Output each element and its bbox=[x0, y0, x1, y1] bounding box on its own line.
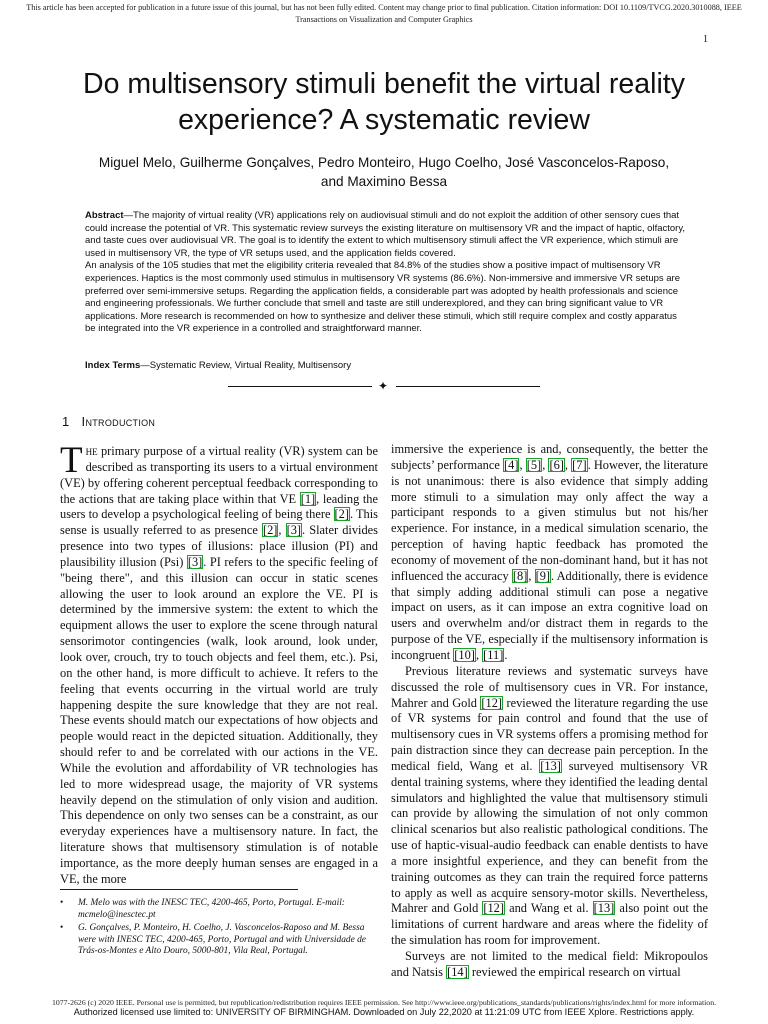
divider-rule-right bbox=[396, 386, 540, 387]
footnote-item: • G. Gonçalves, P. Monteiro, H. Coelho, J. Vasconcelos-Raposo and M. Bessa were with INESC TEC, 4200-465, Porto, Portugal and with Universidade de Trás-os-Montes e Alto Douro, 5000-801, Vila Real, Portugal. bbox=[60, 923, 378, 958]
author-list bbox=[60, 154, 708, 191]
abstract-paragraph-2: An analysis of the 105 studies that met the eligibility criteria revealed that 84.8% of the studies show a positive impact of multisensory VR experiences. Haptics is the most commonly used stimulus in multisensory VR systems (86.6%). Non-immersive and immersive VR setups are preferred over semi-immersive setups. Regarding the application fields, a considerable part was adopted by health professionals and science and engineering professionals. We further conclude that smell and taste are still underexplored, and they can bring significant value to VR applications. More research is recommended on how to synthesize and deliver these stimuli, which still require complex and costly apparatus be integrated into the VR experience in a controlled and straightforward manner. bbox=[85, 260, 681, 335]
citation-link[interactable]: [11] bbox=[483, 647, 504, 662]
body-text: . This sense is usually referred to as presence bbox=[60, 507, 378, 538]
citation-link[interactable]: [12] bbox=[483, 901, 505, 916]
citation-link[interactable]: [3] bbox=[187, 554, 203, 569]
index-terms bbox=[85, 360, 685, 372]
body-text: . bbox=[504, 647, 508, 662]
body-text: . Slater divides presence into two types of illusions: place illusion (PI) and plausibility illusion (Psi) bbox=[60, 523, 378, 569]
section-title: Introduction bbox=[81, 414, 156, 429]
citation-link[interactable]: [3] bbox=[286, 523, 302, 538]
authors-line-2: and Maximino Bessa bbox=[320, 173, 448, 189]
body-text: , bbox=[542, 457, 549, 472]
body-text: reviewed the literature regarding the use of VR systems for pain control and found that the use of multisensory cues in VR systems offers a promising method for pain distraction since they can decrease pain perception. In the medical field, Wang et al. bbox=[391, 695, 708, 773]
journal-notice bbox=[0, 2, 768, 25]
index-terms-label: Index Terms bbox=[85, 360, 141, 371]
citation-link[interactable]: [8] bbox=[512, 568, 528, 583]
body-text: also point out the limitations of current hardware and areas where the fidelity of the simulation has room for improvement. bbox=[391, 901, 708, 948]
footnote-item: • M. Melo was with the INESC TEC, 4200-465, Porto, Portugal. E-mail: mcmelo@inesctec.pt bbox=[60, 898, 378, 921]
citation-link[interactable]: [5] bbox=[526, 457, 542, 472]
body-text: Surveys are not limited to the medical field: Mikropoulos and Natsis bbox=[391, 949, 708, 979]
dropcap: T bbox=[60, 440, 83, 481]
citation-link[interactable]: [6] bbox=[549, 457, 564, 472]
section-heading bbox=[62, 414, 155, 430]
body-text: and Wang et al. bbox=[505, 901, 593, 916]
abstract bbox=[85, 210, 685, 336]
footnote-rule bbox=[60, 889, 298, 890]
citation-link[interactable]: [12] bbox=[481, 695, 503, 710]
author-affiliation-footnotes bbox=[60, 898, 378, 960]
citation-link[interactable]: [7] bbox=[572, 457, 587, 472]
citation-link[interactable]: [2] bbox=[262, 523, 278, 538]
citation-link[interactable]: [13] bbox=[593, 901, 615, 916]
section-divider bbox=[228, 379, 540, 393]
citation-link[interactable]: [1] bbox=[300, 491, 316, 506]
authors-line-1: Miguel Melo, Guilherme Gonçalves, Pedro Monteiro, Hugo Coelho, José Vasconcelos-Raposo, bbox=[98, 155, 670, 170]
citation-link[interactable]: [9] bbox=[535, 568, 551, 583]
body-text: , leading the users to develop a psychological feeling of being there bbox=[60, 491, 378, 522]
body-text: surveyed multisensory VR dental training systems, where they identified the leading dental simulators and highlighted the value that multisensory stimuli can provide by allowing the simulation of not only common clinical scenarios but also realistic pathological conditions. The use of haptic-visual-audio feedback can enable dentists to have a more insightful experience, and they can benefit from the training outcomes as they can train the required force patterns to apply as well as acquire sensory-motor skills. Nevertheless, Mahrer and Gold bbox=[391, 758, 709, 916]
body-text: , bbox=[475, 647, 483, 662]
citation-link[interactable]: [14] bbox=[447, 964, 468, 979]
journal-notice-line2: Transactions on Visualization and Computer Graphics bbox=[295, 14, 473, 24]
citation-link[interactable]: [10] bbox=[454, 647, 475, 662]
body-text: Previous literature reviews and systematic surveys have discussed the role of multisensory cues in VR. For instance, Mahrer and Gold bbox=[391, 663, 708, 710]
paper-title bbox=[40, 66, 728, 138]
citation-link[interactable]: [13] bbox=[540, 758, 561, 773]
body-paragraph bbox=[60, 440, 379, 888]
body-text: primary purpose of a virtual reality (VR) system can be described as transporting its users to a virtual environment (VE) by offering coherent perceptual feedback corresponding to the actions that are taking place within that VE bbox=[60, 444, 379, 506]
body-text: . However, the literature is not unanimous: there is also evidence that simply adding more stimuli to a simulation may only affect the way a participant responds to a given stimulus but not his/her experience. For instance, in a medical simulation scenario, the perception of having haptic feedback has promoted the economy of movement of the non-dominant hand, but it has not influenced the accuracy bbox=[391, 457, 708, 583]
body-text: immersive the experience is and, consequently, the better the subjects’ performance bbox=[391, 442, 708, 472]
body-text: . Additionally, there is evidence that simply adding additional stimuli can pose a negative impact on users, as it can impose an extra cognitive load on users and overwhelm and/or distract them in regards to the purpose of the VE, especially if the multisensory information is incongruent bbox=[391, 568, 708, 662]
body-text: , bbox=[278, 523, 286, 538]
license-notice: Authorized licensed use limited to: UNIVERSITY OF BIRMINGHAM. Downloaded on July 22,2020 at 11:21:09 UTC from IEEE Xplore. Restrictions apply. bbox=[73, 1007, 695, 1017]
body-text: , bbox=[519, 457, 526, 472]
index-terms-text: —Systematic Review, Virtual Reality, Multisensory bbox=[140, 360, 352, 371]
body-paragraph bbox=[391, 664, 708, 949]
page-number: 1 bbox=[703, 34, 708, 45]
abstract-text-1: —The majority of virtual reality (VR) applications rely on audiovisual stimuli and do not exploit the addition of other sensory cues that could increase the potential of VR. This systematic review surveys the existing literature on multisensory VR and the impact of haptic, olfactory, and taste cues over audiovisual VR. The goal is to identify the extent to which multisensory stimuli affect the VR experience, which stimuli are used in multisensory VR, the type of VR setups used, and the application fields covered. bbox=[85, 210, 686, 259]
title-line-1: Do multisensory stimuli benefit the virtual reality bbox=[83, 68, 685, 100]
divider-rule-left bbox=[228, 386, 372, 387]
citation-link[interactable]: [4] bbox=[504, 457, 519, 472]
citation-link[interactable]: [2] bbox=[334, 507, 349, 522]
abstract-label: Abstract bbox=[85, 210, 124, 221]
body-text: , bbox=[528, 568, 535, 583]
body-text: , bbox=[564, 457, 572, 472]
abstract-paragraph-1 bbox=[85, 210, 685, 260]
journal-notice-line1: This article has been accepted for publication in a future issue of this journal, but has not been fully edited. Content may change prior to final publication. Citation information: DOI 10.1109/TVCG.2020.3010088, IEEE bbox=[26, 3, 742, 12]
divider-ornament-icon: ✦ bbox=[378, 379, 389, 393]
body-text: . PI refers to the specific feeling of "being there", and this illusion can occur in static scenes allowing the user to look around an explore the VE. PI is determined by the immersive system: the extent to which the equipment allows the user to explore the scene through natural sensorimotor contingencies (walk, look around, look under, look over, crouch, try to touch objects and feel them, etc.). Psi, on the other hand, is more difficult to achieve. It refers to the feeling that events occurring in the virtual world are truly happening despite the sure knowledge that they are not real. These events should match our expectations of how objects and people would react in the depicted situation. Additionally, they should refer to and be correlated with our actions in the VE. While the evolution and affordability of VR technologies has led to more widespread usage, the majority of VR systems heavily depend on the stimulation of only vision and audition. This dependence on only two senses can be a constraint, as our everyday experiences have a multisensory nature. In fact, the literature shows that multisensory stimulation is of notable importance, as the more deeply human senses are engaged in a VE, the more bbox=[60, 554, 379, 886]
right-column bbox=[391, 442, 708, 981]
copyright-notice: 1077-2626 (c) 2020 IEEE. Personal use is permitted, but republication/redistribution requires IEEE permission. See http://www.ieee.org/publications_standards/publications/rights/index.html for more information. bbox=[51, 998, 717, 1007]
title-line-2: experience? A systematic review bbox=[178, 104, 590, 136]
body-paragraph bbox=[391, 442, 708, 664]
body-paragraph bbox=[391, 949, 708, 981]
body-text: reviewed the empirical research on virtual bbox=[468, 964, 681, 979]
lead-in-caps: he bbox=[85, 444, 98, 458]
left-column bbox=[60, 440, 379, 888]
section-number: 1 bbox=[62, 414, 70, 429]
